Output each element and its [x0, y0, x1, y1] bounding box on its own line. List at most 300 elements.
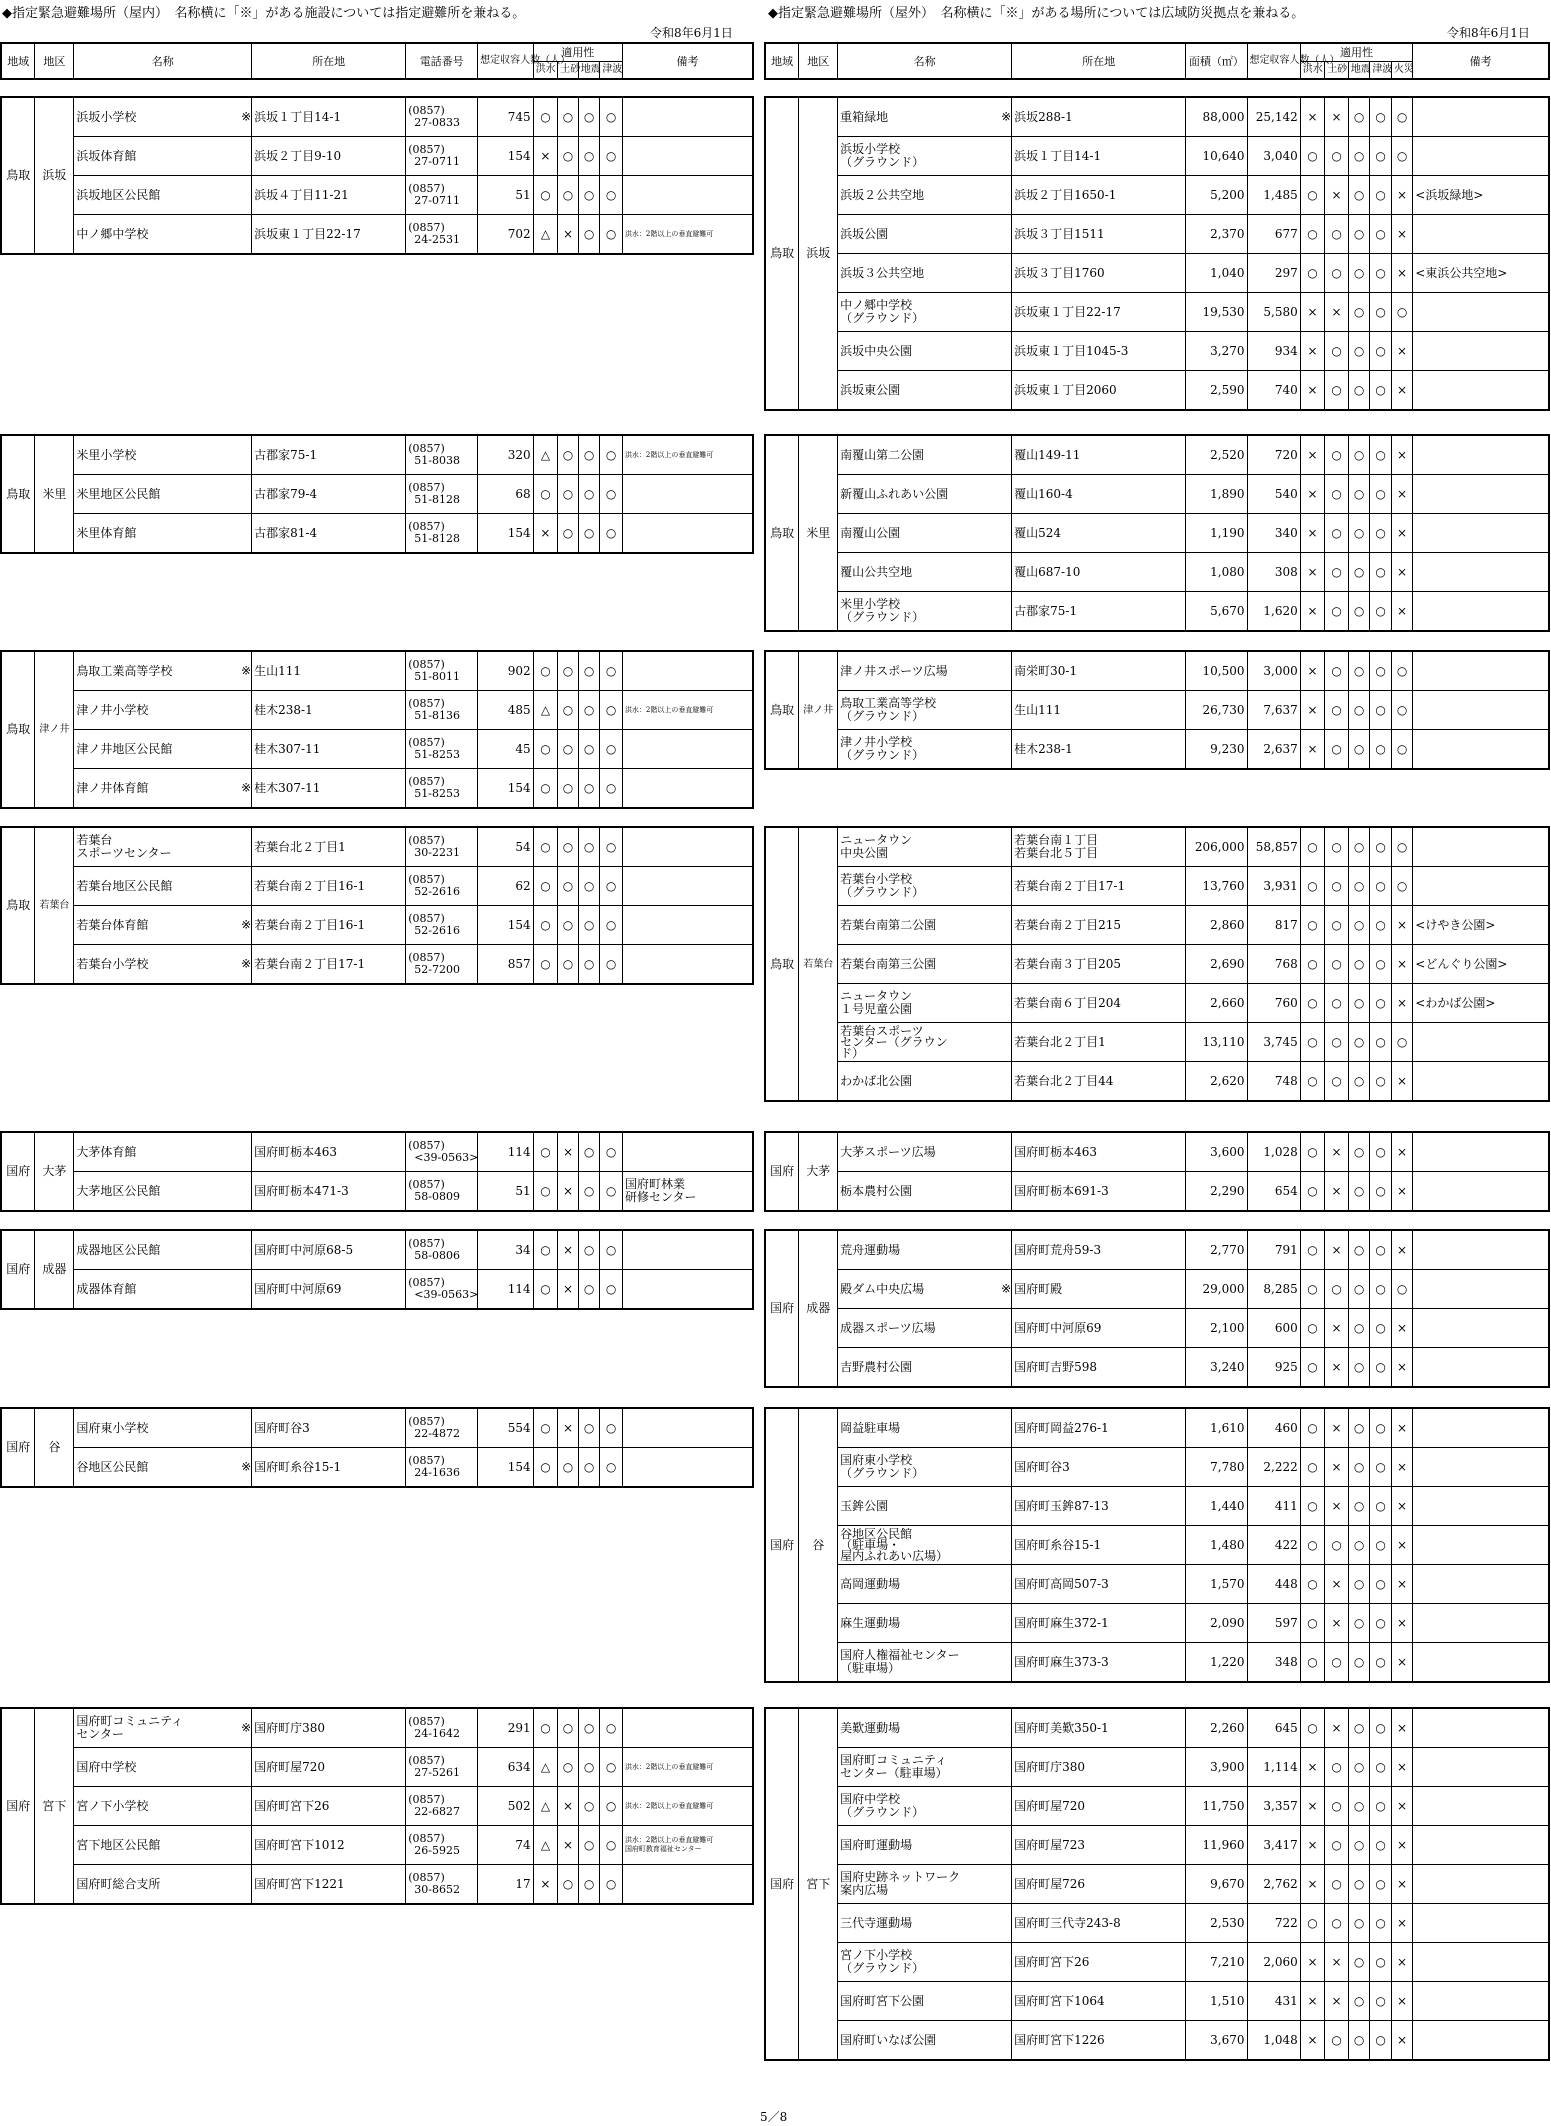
suitability-mark: ○ — [1348, 730, 1369, 770]
address-line1: 浜坂１丁目14-1 — [1014, 148, 1102, 163]
address-line1: 古郡家79-4 — [254, 486, 318, 501]
district-cell: 津ノ井 — [799, 651, 838, 769]
remarks-cell — [622, 1132, 753, 1172]
remarks-cell — [1413, 730, 1549, 770]
phone-area-code: (0857) — [408, 1237, 445, 1250]
suitability-mark: ○ — [1348, 1023, 1369, 1062]
phone-cell — [406, 1270, 478, 1310]
facility-name — [74, 1132, 252, 1172]
facility-name-line2: 中央公園 — [840, 846, 889, 860]
remarks-cell — [622, 827, 753, 867]
suitability-mark: ○ — [600, 1270, 623, 1310]
phone-cell — [406, 1408, 478, 1448]
area-sqm: 2,520 — [1186, 435, 1247, 475]
area-sqm: 7,210 — [1186, 1943, 1247, 1982]
suitability-mark: ○ — [533, 1448, 558, 1488]
address-line1: 若葉台南１丁目 — [1014, 833, 1099, 847]
remarks-cell — [1413, 514, 1549, 553]
address-line1: 桂木238-1 — [1014, 741, 1073, 756]
address-line1: 浜坂東１丁目22-17 — [1014, 304, 1121, 319]
remarks-cell — [622, 1708, 753, 1748]
capacity-cell: 3,417 — [1247, 1826, 1300, 1865]
right-group-table — [764, 1707, 1550, 2061]
area-sqm: 2,690 — [1186, 945, 1247, 984]
facility-name-line1: 新覆山ふれあい公園 — [840, 486, 949, 501]
facility-name — [74, 475, 252, 514]
facility-name — [838, 1865, 1012, 1904]
remarks-line2: 研修センター — [624, 1190, 697, 1204]
area-sqm: 88,000 — [1186, 97, 1247, 137]
remarks-cell — [1413, 1348, 1549, 1388]
address-line1: 国府町宮下1221 — [254, 1876, 345, 1891]
facility-name — [74, 1230, 252, 1270]
suitability-mark: ○ — [1325, 1865, 1349, 1904]
suitability-mark: ○ — [578, 827, 600, 867]
address-line1: 古郡家81-4 — [254, 525, 318, 540]
facility-name — [74, 1748, 252, 1787]
suitability-mark: ○ — [1370, 906, 1391, 945]
suitability-mark: ○ — [1325, 1643, 1349, 1683]
suitability-mark: ○ — [600, 176, 623, 215]
address-line1: 国府町宮下26 — [254, 1798, 330, 1813]
suitability-mark: ○ — [1325, 945, 1349, 984]
capacity-cell: 934 — [1247, 332, 1300, 371]
right-heading: ◆指定緊急避難場所（屋外） 名称横に「※」がある場所については広域防災拠点を兼ねる。 — [768, 6, 1305, 21]
suitability-mark: × — [1325, 1230, 1349, 1270]
suitability-mark: ○ — [1348, 215, 1369, 254]
facility-name — [838, 332, 1012, 371]
suitability-mark: ○ — [1300, 1526, 1325, 1565]
table-row — [765, 1270, 1549, 1309]
address-cell — [252, 435, 406, 475]
suitability-mark: ○ — [1348, 906, 1369, 945]
suitability-mark: ○ — [1370, 475, 1391, 514]
suitability-mark: ○ — [1300, 1023, 1325, 1062]
suitability-mark: ○ — [558, 1448, 579, 1488]
suitability-mark: ○ — [1325, 691, 1349, 730]
suitability-mark: ○ — [1370, 1023, 1391, 1062]
phone-number: 58-0809 — [414, 1190, 460, 1203]
address-cell — [1012, 984, 1186, 1023]
remarks-cell — [1413, 1787, 1549, 1826]
facility-name-line3: 屋内ふれあい広場） — [840, 1548, 949, 1563]
remarks-cell — [1413, 1230, 1549, 1270]
suitability-mark: × — [1300, 553, 1325, 592]
table-row — [1, 1132, 753, 1172]
suitability-mark: × — [1391, 1565, 1412, 1604]
left-group-table — [0, 1407, 754, 1488]
remarks-cell — [1413, 1062, 1549, 1102]
shelter-mark: ※ — [241, 109, 252, 124]
capacity-cell: 902 — [478, 651, 533, 691]
suitability-mark: × — [1300, 1982, 1325, 2021]
shelter-mark: ※ — [241, 780, 252, 795]
facility-name-line1: 国府史跡ネットワーク — [840, 1870, 961, 1884]
address-cell — [1012, 97, 1186, 137]
address-cell — [1012, 691, 1186, 730]
suitability-mark: ○ — [1348, 1487, 1369, 1526]
facility-name-line1: 国府町いなば公園 — [840, 2032, 937, 2047]
facility-name — [838, 1023, 1012, 1062]
suitability-mark: ○ — [1391, 827, 1412, 867]
shelter-mark: ※ — [241, 1459, 252, 1474]
table-row — [1, 1270, 753, 1310]
table-row — [765, 1448, 1549, 1487]
phone-area-code: (0857) — [408, 1871, 445, 1884]
suitability-mark: ○ — [558, 651, 579, 691]
address-line1: 浜坂４丁目11-21 — [254, 187, 349, 202]
remarks-line1: 洪水：2階以上の垂直避難可 — [624, 705, 714, 714]
area-sqm: 2,090 — [1186, 1604, 1247, 1643]
phone-number: 51-8128 — [414, 493, 460, 506]
suitability-mark: ○ — [1370, 1708, 1391, 1748]
suitability-mark: ○ — [1300, 1172, 1325, 1212]
address-line1: 国府町麻生372-1 — [1014, 1615, 1109, 1630]
address-line1: 桂木307-11 — [254, 741, 321, 756]
facility-name-line2: センター（グラウン — [840, 1034, 948, 1049]
phone-cell — [406, 906, 478, 945]
suitability-mark: ○ — [1348, 1904, 1369, 1943]
phone-cell — [406, 651, 478, 691]
suitability-mark: ○ — [1370, 514, 1391, 553]
address-line1: 浜坂288-1 — [1014, 109, 1073, 124]
suitability-mark: ○ — [578, 1787, 600, 1826]
phone-area-code: (0857) — [408, 1454, 445, 1467]
table-row — [765, 1172, 1549, 1212]
district-cell: 米里 — [35, 435, 74, 553]
area-sqm: 1,080 — [1186, 553, 1247, 592]
facility-name-line1: 国府町宮下公園 — [840, 1993, 925, 2008]
suitability-mark: ○ — [1348, 137, 1369, 176]
facility-name-line3: ド） — [840, 1045, 865, 1060]
phone-number: 27-5261 — [414, 1766, 460, 1779]
remarks-cell — [622, 945, 753, 985]
suitability-mark: ○ — [1370, 293, 1391, 332]
suitability-mark: ○ — [1370, 867, 1391, 906]
address-cell — [252, 475, 406, 514]
remarks-cell — [1413, 1904, 1549, 1943]
facility-name-line1: 殿ダム中央広場 — [840, 1281, 925, 1296]
suitability-mark: ○ — [1370, 984, 1391, 1023]
remarks-cell — [622, 1270, 753, 1310]
address-cell — [1012, 514, 1186, 553]
facility-name-line1: 南覆山第二公園 — [840, 447, 925, 462]
suitability-mark: ○ — [1348, 691, 1369, 730]
suitability-mark: ○ — [1325, 827, 1349, 867]
suitability-mark: ○ — [1300, 1565, 1325, 1604]
address-line2: 若葉台北５丁目 — [1014, 846, 1099, 860]
facility-name-line1: 国府中学校 — [840, 1792, 901, 1806]
suitability-mark: ○ — [558, 1708, 579, 1748]
capacity-cell: 422 — [1247, 1526, 1300, 1565]
table-row — [765, 1565, 1549, 1604]
capacity-cell: 51 — [478, 176, 533, 215]
right-col-biko: 備考 — [1413, 43, 1549, 79]
address-line1: 浜坂東１丁目1045-3 — [1014, 343, 1129, 358]
table-row — [1, 651, 753, 691]
facility-name — [74, 906, 252, 945]
suitability-mark: ○ — [600, 1448, 623, 1488]
area-sqm: 11,960 — [1186, 1826, 1247, 1865]
suitability-mark: ○ — [533, 906, 558, 945]
address-cell — [1012, 1708, 1186, 1748]
left-col-chiku: 地区 — [35, 43, 74, 79]
facility-name — [838, 1826, 1012, 1865]
phone-area-code: (0857) — [408, 1793, 445, 1806]
facility-name-line1: 若葉台スポーツ — [840, 1023, 924, 1038]
facility-name-line1: 津ノ井体育館 — [76, 780, 149, 795]
facility-name-line2: （グラウンド） — [840, 1961, 925, 1975]
address-cell — [252, 1865, 406, 1905]
left-col-tekiyou: 適用性 — [533, 43, 622, 61]
table-row — [765, 1708, 1549, 1748]
district-cell: 谷 — [35, 1408, 74, 1487]
shelter-mark: ※ — [241, 1720, 252, 1735]
capacity-cell: 154 — [478, 1448, 533, 1488]
capacity-cell: 645 — [1247, 1708, 1300, 1748]
right-header-table — [764, 42, 1550, 80]
facility-name-line1: 浜坂公園 — [840, 226, 889, 241]
facility-name — [74, 514, 252, 554]
facility-name-line2: （駐車場） — [840, 1661, 901, 1675]
suitability-mark: ○ — [1391, 730, 1412, 770]
phone-number: 30-8652 — [414, 1883, 460, 1896]
remarks-cell — [1413, 984, 1549, 1023]
right-group-table — [764, 650, 1550, 770]
suitability-mark: ○ — [600, 97, 623, 137]
facility-name — [74, 769, 252, 809]
phone-area-code: (0857) — [408, 912, 445, 925]
page-number: 5／8 — [760, 2110, 788, 2124]
remarks-cell — [1413, 1565, 1549, 1604]
suitability-mark: ○ — [533, 1172, 558, 1212]
area-sqm: 2,770 — [1186, 1230, 1247, 1270]
suitability-mark: ○ — [533, 97, 558, 137]
facility-name-line1: 米里小学校 — [840, 597, 901, 611]
address-line1: 国府町宮下26 — [1014, 1954, 1090, 1969]
suitability-mark: × — [1391, 176, 1412, 215]
address-line1: 若葉台南２丁目17-1 — [1014, 878, 1126, 893]
address-line1: 覆山687-10 — [1014, 564, 1081, 579]
table-row — [765, 371, 1549, 411]
left-heading: ◆指定緊急避難場所（屋内） 名称横に「※」がある施設については指定避難所を兼ねる。 — [2, 6, 526, 21]
suitability-mark: ○ — [1370, 592, 1391, 632]
area-sqm: 10,640 — [1186, 137, 1247, 176]
suitability-mark: ○ — [578, 435, 600, 475]
facility-name-line2: スポーツセンター — [76, 846, 172, 860]
address-line1: 若葉台南２丁目16-1 — [254, 917, 366, 932]
address-cell — [252, 514, 406, 554]
phone-cell — [406, 730, 478, 769]
suitability-mark: ○ — [578, 1865, 600, 1905]
suitability-mark: ○ — [558, 769, 579, 809]
suitability-mark: ○ — [578, 1708, 600, 1748]
table-row — [1, 867, 753, 906]
address-cell — [1012, 1172, 1186, 1212]
address-line1: 国府町谷3 — [254, 1420, 310, 1435]
left-group-table — [0, 434, 754, 554]
address-cell — [1012, 1826, 1186, 1865]
remarks-cell — [1413, 332, 1549, 371]
facility-name-line1: 大茅体育館 — [76, 1144, 137, 1159]
area-cell: 国府 — [765, 1230, 799, 1387]
phone-number: 27-0833 — [414, 116, 460, 129]
suitability-mark: × — [558, 1230, 579, 1270]
address-line1: 国府町殿 — [1014, 1281, 1063, 1296]
table-row — [765, 592, 1549, 632]
suitability-mark: × — [1325, 1982, 1349, 2021]
phone-cell — [406, 475, 478, 514]
remarks-line2: 国府町教育福祉センター — [624, 1845, 702, 1853]
facility-name — [838, 553, 1012, 592]
remarks-cell — [622, 475, 753, 514]
address-line1: 南栄町30-1 — [1014, 663, 1078, 678]
capacity-cell: 320 — [478, 435, 533, 475]
suitability-mark: ○ — [600, 1132, 623, 1172]
capacity-cell: 722 — [1247, 1904, 1300, 1943]
phone-cell — [406, 137, 478, 176]
facility-name — [838, 1943, 1012, 1982]
facility-name — [838, 906, 1012, 945]
shelter-mark: ※ — [1001, 1281, 1012, 1296]
facility-name-line1: 吉野農村公園 — [840, 1359, 913, 1374]
phone-area-code: (0857) — [408, 221, 445, 234]
table-row — [765, 1062, 1549, 1102]
suitability-mark: ○ — [1300, 176, 1325, 215]
district-cell: 津ノ井 — [35, 651, 74, 808]
address-line1: 国府町宮下1226 — [1014, 2032, 1105, 2047]
suitability-mark: ○ — [1325, 1826, 1349, 1865]
suitability-mark: × — [1391, 1943, 1412, 1982]
facility-name-line1: 若葉台地区公民館 — [76, 878, 173, 893]
facility-name-line2: （グラウンド） — [840, 1805, 925, 1819]
table-row — [1, 906, 753, 945]
table-row — [765, 1826, 1549, 1865]
district-cell: 浜坂 — [799, 97, 838, 410]
suitability-mark: ○ — [1300, 137, 1325, 176]
suitability-mark: ○ — [600, 1787, 623, 1826]
remarks-cell — [1413, 2021, 1549, 2061]
capacity-cell: 431 — [1247, 1982, 1300, 2021]
district-cell: 若葉台 — [799, 827, 838, 1101]
address-cell — [1012, 215, 1186, 254]
capacity-cell: 460 — [1247, 1408, 1300, 1448]
suitability-mark: ○ — [600, 730, 623, 769]
remarks-cell — [1413, 1448, 1549, 1487]
phone-cell — [406, 215, 478, 255]
facility-name-line2: （グラウンド） — [840, 1466, 925, 1480]
suitability-mark: ○ — [558, 730, 579, 769]
remarks-line1: 洪水：2階以上の垂直避難可 — [624, 1762, 714, 1771]
capacity-cell: 677 — [1247, 215, 1300, 254]
suitability-mark: × — [1391, 1309, 1412, 1348]
facility-name — [838, 1487, 1012, 1526]
remarks-line1: 洪水：2階以上の垂直避難可 — [624, 1836, 714, 1844]
suitability-mark: × — [1391, 2021, 1412, 2061]
table-row — [765, 691, 1549, 730]
facility-name-line1: 若葉台体育館 — [76, 917, 149, 932]
facility-name-line1: 浜坂体育館 — [76, 148, 137, 163]
facility-name-line1: 若葉台南第三公園 — [840, 956, 937, 971]
suitability-mark: ○ — [1325, 1023, 1349, 1062]
suitability-mark: × — [1391, 1526, 1412, 1565]
facility-name — [838, 137, 1012, 176]
district-cell: 成器 — [799, 1230, 838, 1387]
address-line1: 国府町栃本463 — [254, 1144, 338, 1159]
shelter-mark: ※ — [241, 917, 252, 932]
phone-area-code: (0857) — [408, 1754, 445, 1767]
suitability-mark: ○ — [1391, 293, 1412, 332]
capacity-cell: 3,931 — [1247, 867, 1300, 906]
capacity-cell: 791 — [1247, 1230, 1300, 1270]
facility-name-line1: 浜坂小学校 — [76, 109, 137, 124]
remarks-line1: <東浜公共空地> — [1415, 265, 1508, 280]
facility-name — [838, 1132, 1012, 1172]
phone-number: <39-0563> — [414, 1288, 479, 1301]
facility-name-line1: 宮下地区公民館 — [76, 1837, 161, 1852]
facility-name — [838, 1708, 1012, 1748]
capacity-cell: 1,028 — [1247, 1132, 1300, 1172]
suitability-mark: × — [558, 1787, 579, 1826]
remarks-cell — [1413, 945, 1549, 984]
facility-name-line1: 浜坂東公園 — [840, 382, 901, 397]
suitability-mark: ○ — [1370, 1309, 1391, 1348]
phone-cell — [406, 1826, 478, 1865]
facility-name — [838, 592, 1012, 632]
table-row — [765, 984, 1549, 1023]
remarks-cell — [1413, 1132, 1549, 1172]
remarks-cell — [1413, 691, 1549, 730]
address-cell — [252, 1448, 406, 1488]
suitability-mark: ○ — [578, 730, 600, 769]
facility-name — [74, 1865, 252, 1905]
facility-name — [74, 867, 252, 906]
facility-name-line1: 若葉台小学校 — [76, 956, 149, 971]
suitability-mark: ○ — [533, 176, 558, 215]
area-sqm: 206,000 — [1186, 827, 1247, 867]
table-row — [1, 769, 753, 809]
suitability-mark: ○ — [578, 514, 600, 554]
suitability-mark: × — [1391, 1748, 1412, 1787]
facility-name — [838, 1904, 1012, 1943]
capacity-cell: 34 — [478, 1230, 533, 1270]
remarks-cell — [622, 97, 753, 137]
capacity-cell: 154 — [478, 137, 533, 176]
facility-name-line2: （グラウンド） — [840, 885, 925, 899]
suitability-mark: × — [1325, 1408, 1349, 1448]
address-line1: 国府町麻生373-3 — [1014, 1654, 1109, 1669]
suitability-mark: × — [1300, 691, 1325, 730]
left-col-biko: 備考 — [622, 43, 753, 79]
district-cell: 宮下 — [799, 1708, 838, 2060]
suitability-mark: ○ — [1370, 691, 1391, 730]
area-sqm: 2,660 — [1186, 984, 1247, 1023]
remarks-cell — [622, 1408, 753, 1448]
facility-name-line2: センター — [76, 1727, 124, 1741]
address-cell — [1012, 553, 1186, 592]
suitability-mark: ○ — [533, 1270, 558, 1310]
suitability-mark: ○ — [1325, 1062, 1349, 1102]
address-cell — [1012, 293, 1186, 332]
area-sqm: 1,190 — [1186, 514, 1247, 553]
table-row — [765, 1943, 1549, 1982]
suitability-mark: ○ — [1348, 984, 1369, 1023]
phone-area-code: (0857) — [408, 520, 445, 533]
table-row — [765, 1526, 1549, 1565]
remarks-line1: 洪水：2階以上の垂直避難可 — [624, 1801, 714, 1810]
phone-number: 24-1642 — [414, 1727, 460, 1740]
suitability-mark: × — [1325, 1309, 1349, 1348]
